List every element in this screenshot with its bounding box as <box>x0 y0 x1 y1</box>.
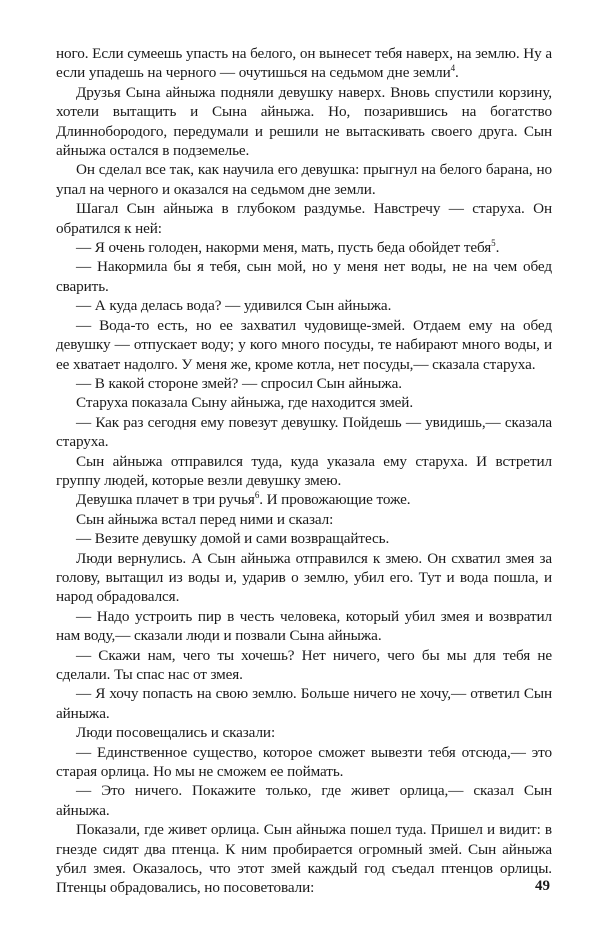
footnote-marker: 5 <box>491 238 496 248</box>
paragraph: — Единственное существо, которое сможет вывезти тебя отсюда,— это старая орлица. Но мы не сможем ее поймать. <box>56 743 552 781</box>
page-number: 49 <box>535 878 550 894</box>
paragraph: — Как раз сегодня ему повезут девушку. Пойдешь — увидишь,— сказала старуха. <box>56 413 552 451</box>
paragraph: Показали, где живет орлица. Сын айныжа пошел туда. Пришел и видит: в гнезде сидят два птенца. К ним пробирается огромный змей. Сын айныжа убил змея. Оказалось, что этот змей каждый год съедал птенцов орлицы. Птенцы обрадовались, но посоветовали: <box>56 821 552 897</box>
paragraph: Сын айныжа встал перед ними и сказал: <box>76 510 334 528</box>
paragraph: — Накормила бы я тебя, сын мой, но у меня нет воды, не на чем обед сварить. <box>56 258 552 295</box>
paragraph: Старуха показала Сыну айныжа, где находится змей. <box>76 394 414 412</box>
paragraph: — Надо устроить пир в честь человека, который убил змея и возвратил нам воду,— сказали люди и позвали Сына айныжа. <box>56 607 552 645</box>
paragraph: Сын айныжа отправился туда, куда указала ему старуха. И встретил группу людей, которые везли девушку змею. <box>56 452 552 489</box>
paragraph: Шагал Сын айныжа в глубоком раздумье. Навстречу — старуха. Он обратился к ней: <box>56 200 552 237</box>
footnote-marker: 4 <box>450 63 456 74</box>
paragraph: — Я хочу попасть на свою землю. Больше ничего не хочу,— ответил Сын айныжа. <box>56 685 552 722</box>
paragraph: Люди вернулись. А Сын айныжа отправился к змею. Он схватил змея за голову, вытащил из воды и, ударив о землю, убил его. Тут и вода пошла, и народ обрадовался. <box>56 549 552 606</box>
paragraph: ного. Если сумеешь упасть на белого, он вынесет тебя наверх, на землю. Ну а если упадешь на черного — очутишься на седьмом дне земли$^4$. <box>56 45 552 82</box>
paragraph: — Вода-то есть, но ее захватил чудовище-змей. Отдаем ему на обед девушку — отпускает воду; у кого много посуды, те набирают много воды, и ее хватает надолго. У меня же, кроме котла, нет посуды,— сказала старуха. <box>56 316 552 373</box>
paragraph: — Это ничего. Покажите только, где живет орлица,— сказал Сын айныжа. <box>56 782 552 819</box>
paragraph: — А куда делась вода? — удивился Сын айныжа. <box>76 297 392 315</box>
paragraph: — Скажи нам, чего ты хочешь? Нет ничего, чего бы мы для тебя не сделали. Ты спас нас от змея. <box>56 646 552 683</box>
paragraph: Он сделал все так, как научила его девушка: прыгнул на белого барана, но упал на черного и оказался на седьмом дне земли. <box>56 161 552 198</box>
paragraph: — В какой стороне змей? — спросил Сын айныжа. <box>76 374 403 392</box>
page-text <box>56 44 552 898</box>
paragraph: Люди посовещались и сказали: <box>76 724 276 742</box>
paragraph: Девушка плачет в три ручья$^6$. И провожающие тоже. <box>76 490 411 509</box>
paragraph: — Я очень голоден, накорми меня, мать, пусть беда обойдет тебя$^5$. <box>76 238 500 257</box>
paragraph: Друзья Сына айныжа подняли девушку наверх. Вновь спустили корзину, хотели вытащить и Сына айныжа. Но, позарившись на богатство Длиннобородого, передумали и решили не вытаскивать своего друга. Сын айныжа остался в подземелье. <box>56 83 552 160</box>
paragraph: — Везите девушку домой и сами возвращайтесь. <box>76 530 390 548</box>
footnote-marker: 6 <box>254 490 260 501</box>
